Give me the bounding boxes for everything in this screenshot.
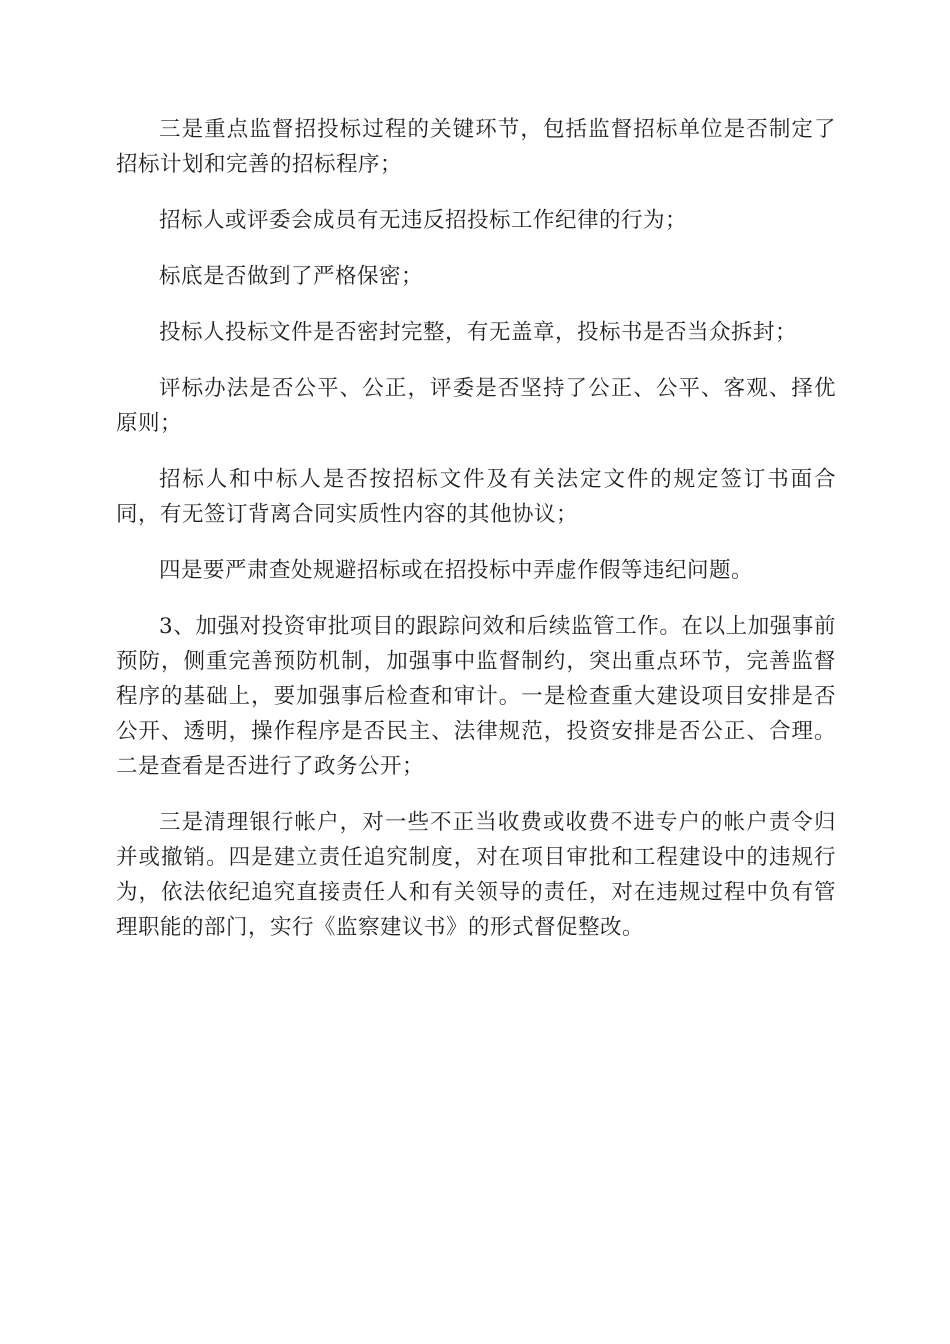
paragraph-9: 三是清理银行帐户，对一些不正当收费或收费不进专户的帐户责令归并或撤销。四是建立责任追究制度，对在项目审批和工程建设中的违规行为，依法依纪追究直接责任人和有关领导的责任，对在违规过程中负有管理职能的部门，实行《监察建议书》的形式督促整改。 (116, 810, 836, 940)
paragraph-2: 招标人或评委会成员有无违反招投标工作纪律的行为； (159, 208, 688, 233)
paragraph-3: 标底是否做到了严格保密； (159, 264, 424, 289)
paragraph-1: 三是重点监督招投标过程的关键环节，包括监督招标单位是否制定了招标计划和完善的招标程序； (116, 117, 836, 177)
paragraph-4: 投标人投标文件是否密封完整，有无盖章，投标书是否当众拆封； (159, 320, 798, 345)
paragraph-8: 3、加强对投资审批项目的跟踪问效和后续监管工作。在以上加强事前预防，侧重完善预防机制，加强事中监督制约，突出重点环节，完善监督程序的基础上，要加强事后检查和审计。一是检查重大建设项目安排是否公开、透明，操作程序是否民主、法律规范，投资安排是否公正、合理。二是查看是否进行了政务公开； (116, 614, 836, 779)
paragraph-5: 评标办法是否公平、公正，评委是否坚持了公正、公平、客观、择优原则； (116, 376, 836, 436)
document-body (116, 112, 836, 966)
paragraph-6: 招标人和中标人是否按招标文件及有关法定文件的规定签订书面合同，有无签订背离合同实质性内容的其他协议； (116, 467, 836, 527)
paragraph-7: 四是要严肃查处规避招标或在招投标中弄虚作假等违纪问题。 (159, 558, 754, 583)
